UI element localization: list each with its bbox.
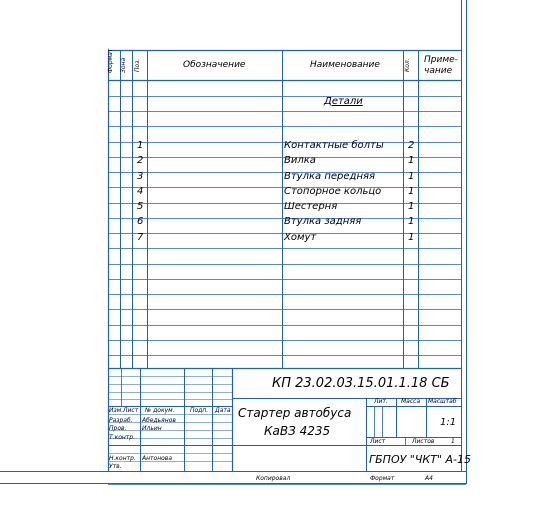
row-name: Хомут xyxy=(284,231,317,243)
row-qty: 2 xyxy=(408,140,415,151)
row-pos: 2 xyxy=(137,155,144,167)
razrab-name: Абедьянов xyxy=(142,417,176,424)
label-izm: Изм. xyxy=(109,407,124,414)
row-pos: 3 xyxy=(137,170,144,182)
row-name: Вилка xyxy=(284,155,316,167)
label-lit: Лит. xyxy=(374,398,388,405)
row-qty: 1 xyxy=(408,231,415,243)
row-pos: 6 xyxy=(137,216,144,228)
label-tkontr: Т.контр. xyxy=(109,434,136,441)
drawing-title-1: Стартер автобуса xyxy=(238,406,352,420)
label-format: Формат xyxy=(370,475,395,482)
row-qty: 1 xyxy=(408,170,415,182)
row-qty: 1 xyxy=(408,155,415,167)
row-name: Втулка задняя xyxy=(284,216,362,228)
nkontr-name: Антонова xyxy=(142,455,172,462)
row-name: Втулка передняя xyxy=(284,170,376,182)
row-qty: 1 xyxy=(408,185,415,197)
row-qty: 1 xyxy=(408,201,415,212)
header-format: Формат xyxy=(107,48,114,73)
label-copied: Копировал xyxy=(256,475,291,482)
header-designation: Обозначение xyxy=(183,60,246,70)
organization: ГБПОУ "ЧКТ" А-15 xyxy=(369,453,471,466)
label-massa: Масса xyxy=(401,398,421,405)
drawing-title-2: КаВЗ 4235 xyxy=(264,424,331,438)
row-name: Стопорное кольцо xyxy=(284,185,382,197)
label-sign: Подп. xyxy=(190,407,209,414)
row-pos: 4 xyxy=(137,185,144,197)
row-name: Шестерня xyxy=(284,201,338,212)
header-pos: Поз. xyxy=(134,58,141,72)
label-date: Дата xyxy=(215,407,231,414)
row-pos: 5 xyxy=(137,201,144,212)
doc-number: КП 23.02.03.15.01.1.18 СБ xyxy=(272,376,450,391)
header-qty: Кол. xyxy=(404,58,411,72)
format-value: А4 xyxy=(425,475,433,482)
label-prov: Пров. xyxy=(109,425,127,432)
scale-value: 1:1 xyxy=(440,417,457,428)
row-pos: 1 xyxy=(137,140,144,151)
header-zone: Зона xyxy=(120,57,127,73)
prov-name: Ильин xyxy=(142,425,162,432)
label-utv: Утв. xyxy=(109,463,122,470)
label-masshtab: Масштаб xyxy=(428,398,457,405)
row-name: Контактные болты xyxy=(284,140,384,151)
header-name: Наименование xyxy=(310,60,380,70)
sheets-value: 1 xyxy=(451,438,455,445)
label-razrab: Разраб. xyxy=(109,417,133,424)
header-note: Приме- чание xyxy=(424,55,458,76)
label-docno: № докум. xyxy=(145,407,175,414)
label-sheet: Лист xyxy=(370,438,386,445)
row-pos: 7 xyxy=(137,231,144,243)
row-qty: 1 xyxy=(408,216,415,228)
label-sheets: Листов xyxy=(412,438,435,445)
label-nkontr: Н.контр. xyxy=(109,455,136,462)
section-title: Детали xyxy=(324,96,363,107)
label-list: Лист xyxy=(123,407,139,414)
